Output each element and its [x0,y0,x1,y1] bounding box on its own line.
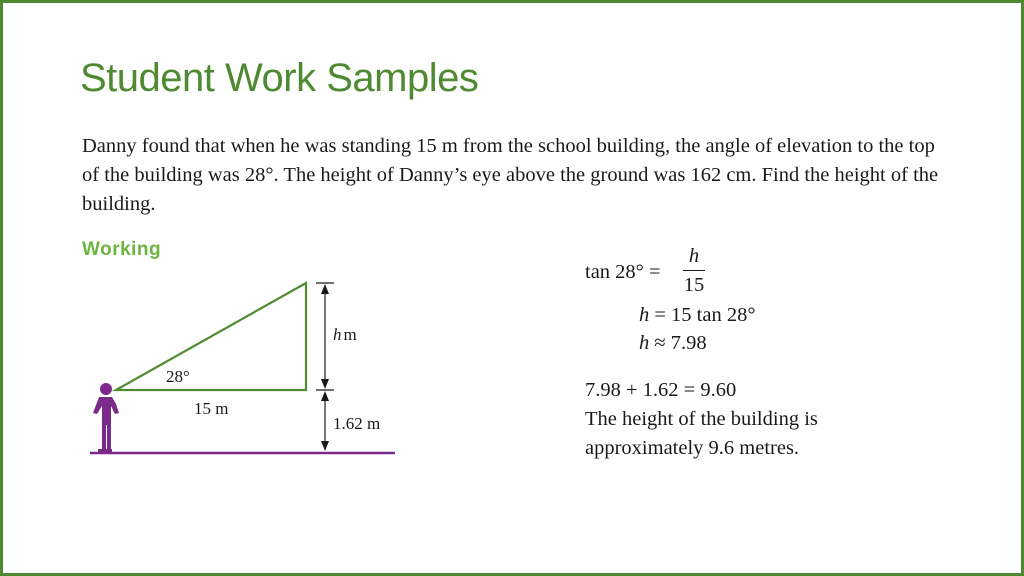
answer-line-2: approximately 9.6 metres. [585,437,800,459]
working-heading: Working [82,239,162,260]
equation-variable: h [639,332,650,354]
equation-h-solve [639,301,756,329]
problem-statement: Danny found that when he was standing 15 m from the school building, the angle of elevation to the top of the building was 28°. The height of Danny’s eye above the ground was 162 cm. Find the height of the building. [82,135,939,215]
equation-h-approx [639,329,707,357]
final-answer [585,376,818,463]
equation-rhs: ≈ 7.98 [654,332,707,354]
angle-label: 28° [166,367,190,386]
fraction-h-over-15 [683,244,705,297]
eye-height-label: 1.62 m [333,414,381,433]
elevation-triangle [116,283,306,390]
height-variable: h [333,325,342,344]
slide-title: Student Work Samples [80,56,479,100]
fraction-bar [683,270,705,271]
equation-tan: tan 28° = [585,261,661,283]
fraction-numerator: h [688,245,700,267]
height-dimension-arrow [316,283,334,390]
height-unit: m [343,325,357,344]
answer-line-1: The height of the building is [585,408,818,430]
equation-rhs: = 15 tan 28° [654,304,756,326]
height-label [333,325,357,344]
equation-variable: h [639,304,650,326]
base-length-label: 15 m [194,399,229,418]
eye-height-dimension-arrow [321,391,329,451]
sum-line: 7.98 + 1.62 = 9.60 [585,379,737,401]
person-icon [93,383,119,453]
fraction-denominator: 15 [683,274,705,296]
